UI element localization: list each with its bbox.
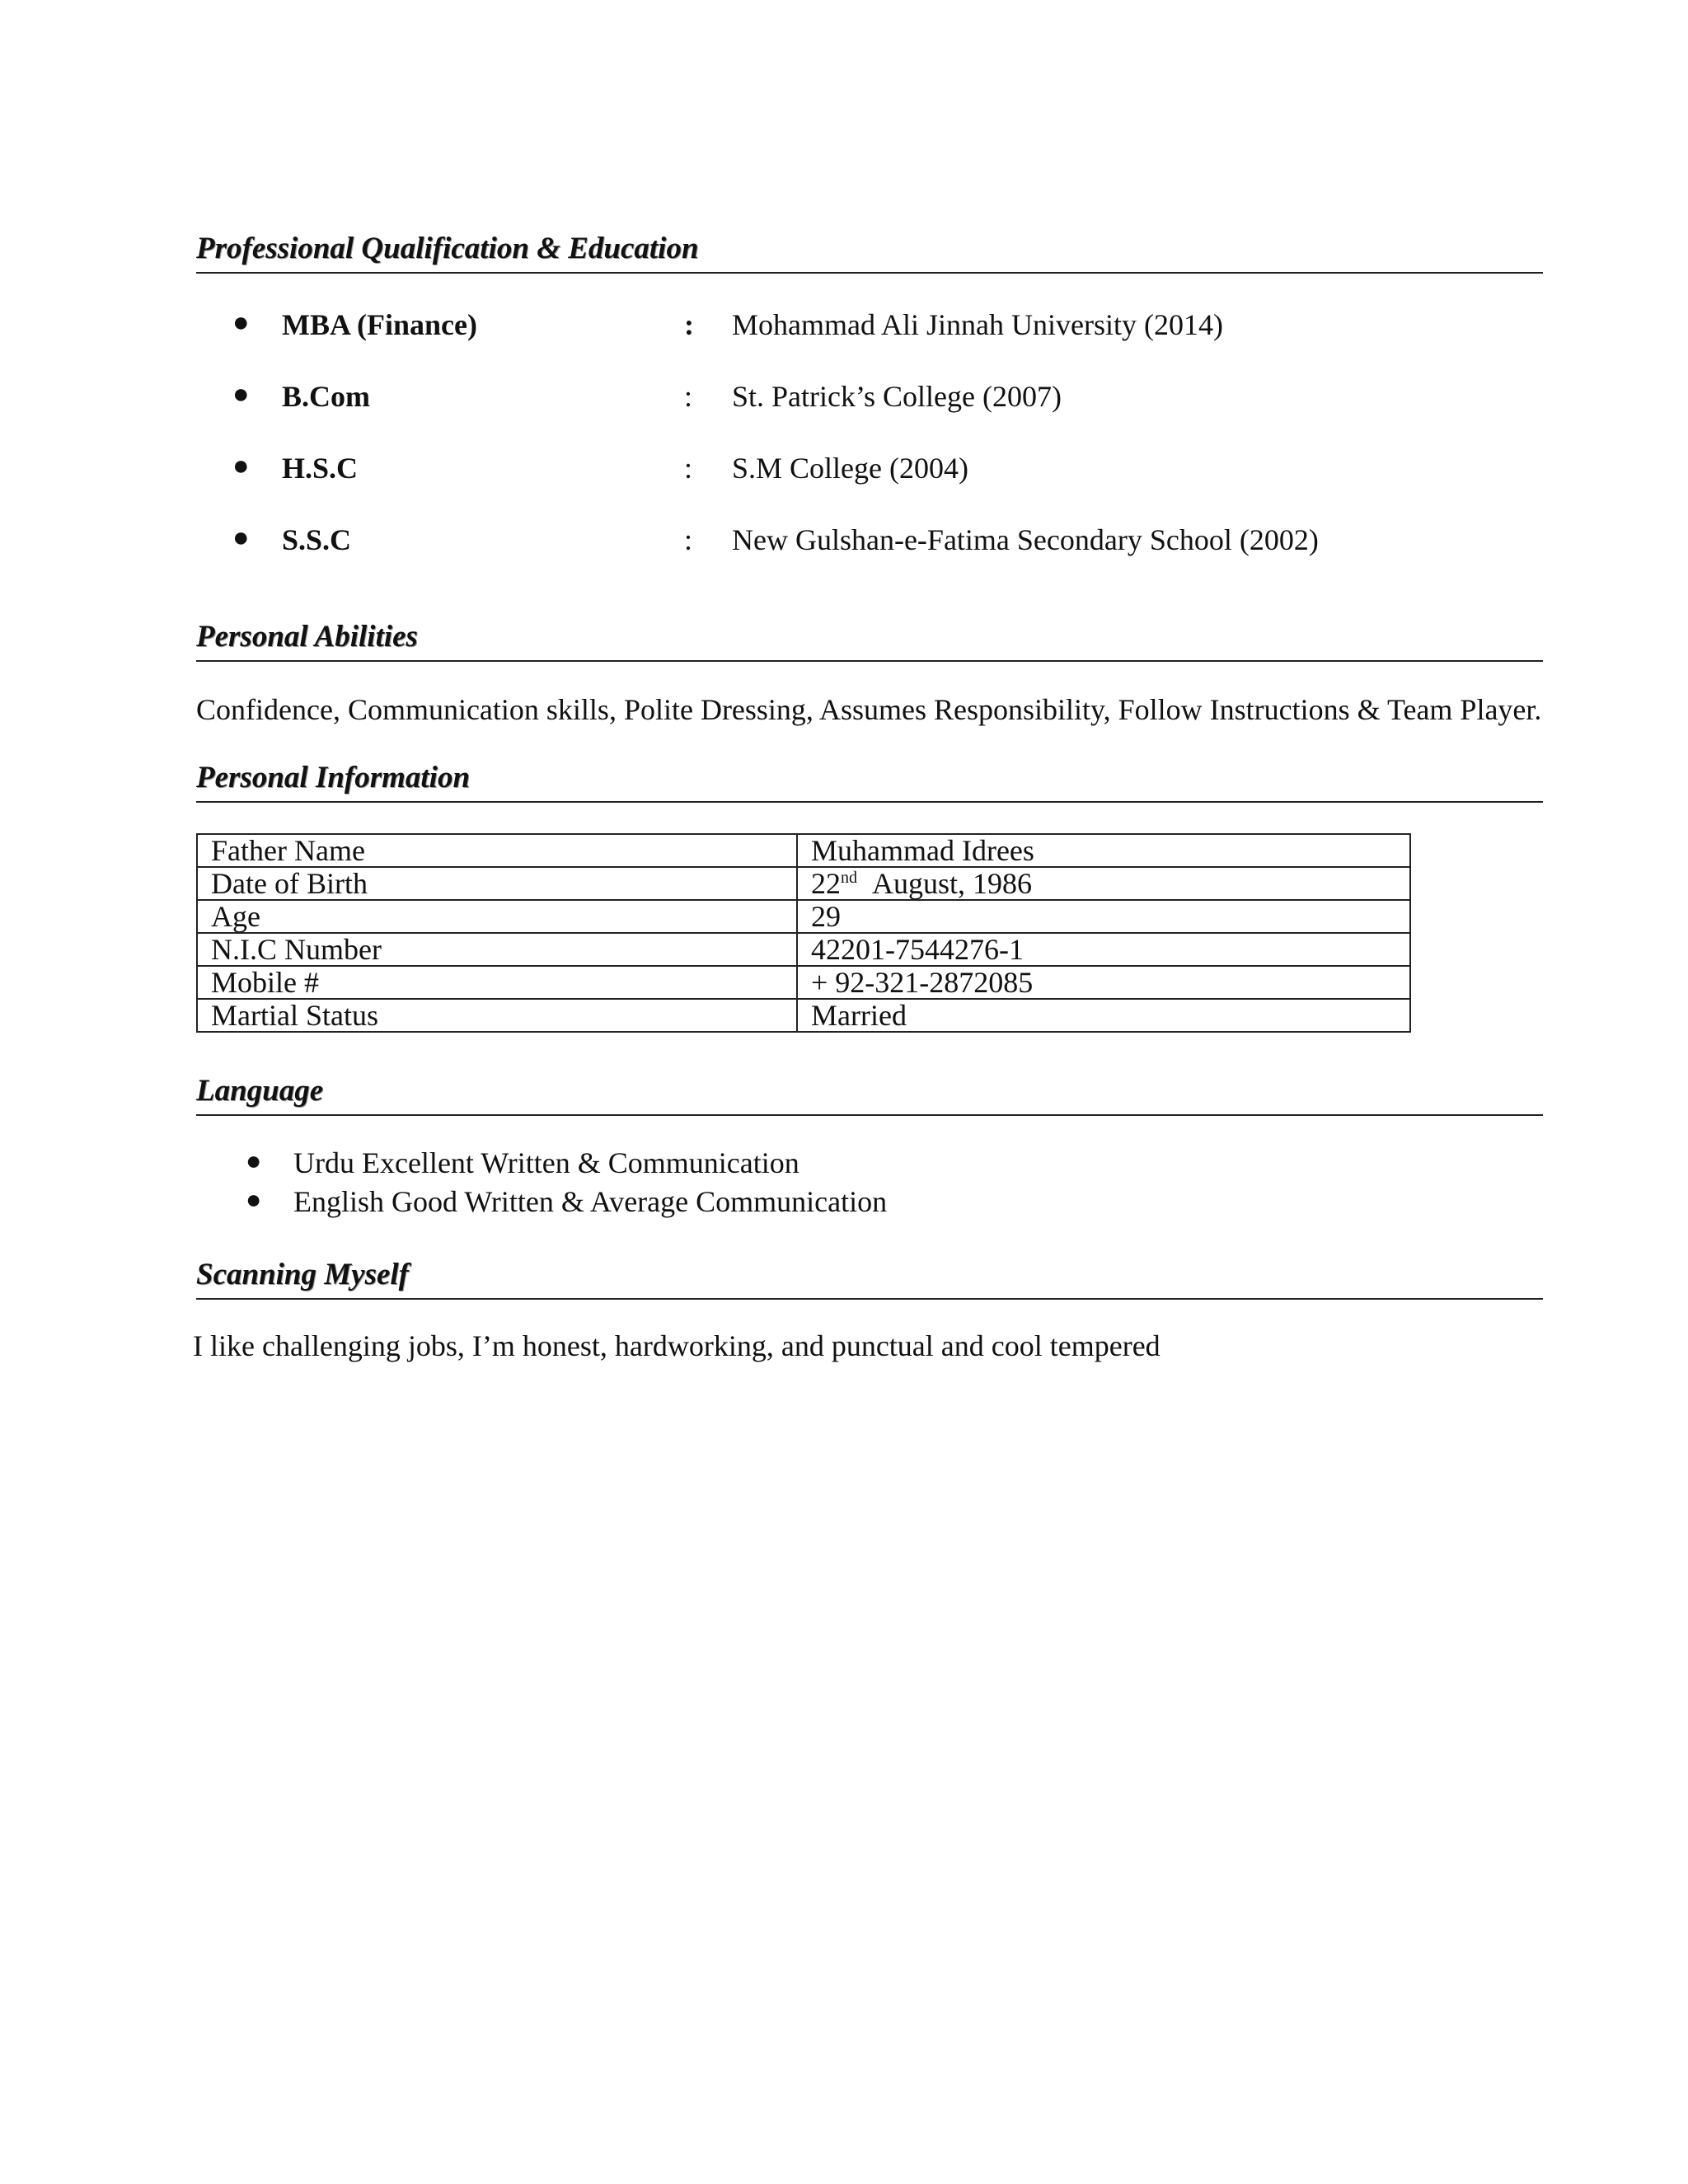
degree-label: S.S.C: [282, 523, 352, 556]
education-item: [0, 379, 1688, 429]
list-item: [0, 1146, 1688, 1185]
bullet-icon: ●: [232, 523, 250, 553]
ordinal-suffix: nd: [841, 869, 857, 887]
language-text: English Good Written & Average Communication: [293, 1185, 888, 1218]
separator-colon: :: [684, 308, 694, 341]
institution-text: New Gulshan-e-Fatima Secondary School (2002): [732, 523, 1319, 556]
institution-text: Mohammad Ali Jinnah University (2014): [732, 308, 1223, 341]
birth-day: 22: [811, 867, 841, 900]
table-row: [197, 999, 1410, 1032]
section-heading-personal-info: Personal Information: [196, 758, 1543, 803]
row-value: [797, 867, 1410, 900]
separator-colon: :: [684, 452, 693, 485]
row-label: N.I.C Number: [197, 933, 797, 966]
degree-label: MBA (Finance): [282, 308, 477, 341]
birth-month-year: August, 1986: [872, 867, 1033, 900]
education-item: [0, 307, 1688, 357]
bullet-icon: ●: [246, 1146, 262, 1175]
row-value: 42201-7544276-1: [797, 933, 1410, 966]
education-item: [0, 523, 1688, 572]
scanning-text: I like challenging jobs, I’m honest, hardworking, and punctual and cool tempered: [193, 1329, 1160, 1362]
separator-colon: :: [684, 523, 693, 556]
separator-colon: :: [684, 380, 693, 413]
row-label: Mobile #: [197, 966, 797, 999]
section-heading-language: Language: [196, 1071, 1543, 1116]
bullet-icon: ●: [232, 379, 250, 410]
abilities-text: Confidence, Communication skills, Polite Dressing, Assumes Responsibility, Follow Instructions & Team Player.: [196, 693, 1542, 726]
institution-text: S.M College (2004): [732, 452, 968, 485]
row-label: Date of Birth: [197, 867, 797, 900]
row-label: Age: [197, 900, 797, 933]
language-text: Urdu Excellent Written & Communication: [293, 1146, 799, 1179]
section-heading-abilities: Personal Abilities: [196, 617, 1543, 662]
row-label: Father Name: [197, 834, 797, 867]
personal-info-table: [196, 833, 1411, 1033]
row-label: Martial Status: [197, 999, 797, 1032]
row-value: Muhammad Idrees: [797, 834, 1410, 867]
table-row: [197, 867, 1410, 900]
table-row: [197, 900, 1410, 933]
section-heading-education: Professional Qualification & Education: [196, 229, 1543, 274]
degree-label: H.S.C: [282, 452, 359, 485]
degree-label: B.Com: [282, 380, 370, 413]
row-value: Married: [797, 999, 1410, 1032]
education-item: [0, 451, 1688, 500]
bullet-icon: ●: [232, 307, 250, 338]
list-item: [0, 1184, 1688, 1224]
row-value: + 92-321-2872085: [797, 966, 1410, 999]
table-row: [197, 933, 1410, 966]
bullet-icon: ●: [246, 1184, 262, 1214]
institution-text: St. Patrick’s College (2007): [732, 380, 1062, 413]
table-row: [197, 966, 1410, 999]
section-heading-scanning: Scanning Myself: [196, 1255, 1543, 1300]
row-value: 29: [797, 900, 1410, 933]
table-row: [197, 834, 1410, 867]
bullet-icon: ●: [232, 451, 250, 481]
